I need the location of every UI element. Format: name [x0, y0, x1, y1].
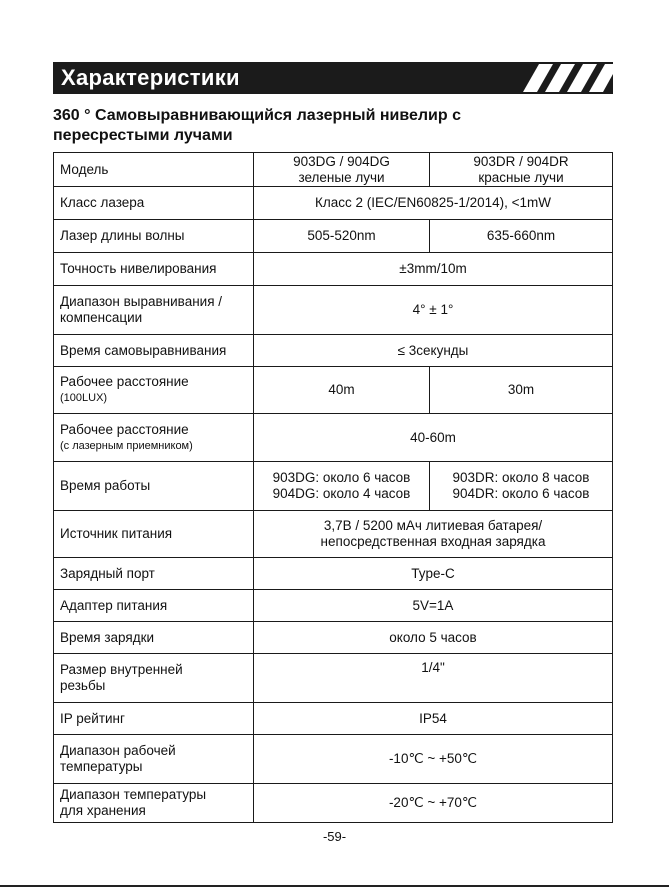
row-label-working-time: Время работы: [54, 462, 254, 511]
row-label-self-leveling-time: Время самовыравнивания: [54, 335, 254, 367]
table-row: [54, 220, 613, 253]
table-row: [54, 414, 613, 462]
table-row: [54, 654, 613, 703]
table-row: [54, 286, 613, 335]
working-distance-receiver-note: (с лазерным приемником): [60, 439, 193, 452]
table-row: [54, 153, 613, 187]
working-time-red-cell: [430, 462, 613, 511]
thread-size-value: 1/4": [254, 654, 613, 703]
table-row: [54, 590, 613, 622]
row-label-working-distance-receiver: [54, 414, 254, 462]
compensation-label-line2: компенсации: [60, 310, 143, 325]
row-label-accuracy: Точность нивелирования: [54, 253, 254, 286]
model-red-cell: [430, 153, 613, 187]
wavelength-red-value: 635-660nm: [430, 220, 613, 253]
table-row: [54, 367, 613, 414]
storage-temp-value: -20℃ ~ +70℃: [254, 784, 613, 823]
row-label-ip-rating: IP рейтинг: [54, 703, 254, 735]
product-title: [53, 106, 613, 146]
table-row: [54, 511, 613, 558]
row-label-operating-temp: [54, 735, 254, 784]
model-green-name: 903DG / 904DG: [293, 153, 390, 169]
table-row: [54, 335, 613, 367]
row-label-working-distance: [54, 367, 254, 414]
row-label-compensation: [54, 286, 254, 335]
row-label-power-adapter: Адаптер питания: [54, 590, 254, 622]
working-time-904dg: 904DG: около 4 часов: [272, 486, 411, 501]
product-title-line1: 360 ° Самовыравнивающийся лазерный нивелир с: [53, 107, 461, 124]
thread-size-label-line1: Размер внутренней: [60, 662, 183, 677]
wavelength-green-value: 505-520nm: [254, 220, 430, 253]
row-label-storage-temp: [54, 784, 254, 823]
storage-temp-label-line1: Диапазон температуры: [60, 787, 207, 802]
specifications-table: [53, 152, 613, 823]
accuracy-value: ±3mm/10m: [254, 253, 613, 286]
working-time-903dg: 903DG: около 6 часов: [272, 470, 411, 485]
working-distance-receiver-label: Рабочее расстояние: [60, 421, 189, 437]
row-label-wavelength: Лазер длины волны: [54, 220, 254, 253]
working-time-green-cell: [254, 462, 430, 511]
model-green-cell: [254, 153, 430, 187]
row-label-thread-size: [54, 654, 254, 703]
table-row: [54, 558, 613, 590]
section-header-banner: [53, 62, 613, 94]
model-red-beam: красные лучи: [478, 169, 564, 185]
charging-time-value: около 5 часов: [254, 622, 613, 654]
model-green-beam: зеленые лучи: [298, 169, 385, 185]
product-title-line2: пересрестыми лучами: [53, 127, 233, 144]
table-row: [54, 735, 613, 784]
compensation-value: 4° ± 1°: [254, 286, 613, 335]
table-row: [54, 187, 613, 220]
power-adapter-value: 5V=1A: [254, 590, 613, 622]
ip-rating-value: IP54: [254, 703, 613, 735]
thread-size-label-line2: резьбы: [60, 678, 106, 693]
working-time-903dr: 903DR: около 8 часов: [452, 470, 590, 485]
row-label-charging-port: Зарядный порт: [54, 558, 254, 590]
row-label-model: Модель: [54, 153, 254, 187]
working-distance-label: Рабочее расстояние: [60, 374, 189, 389]
power-source-line1: 3,7В / 5200 мАч литиевая батарея/: [323, 518, 543, 533]
table-row: [54, 462, 613, 511]
row-label-laser-class: Класс лазера: [54, 187, 254, 220]
power-source-line2: непосредственная входная зарядка: [320, 534, 546, 549]
bottom-divider: [0, 885, 669, 887]
working-distance-receiver-value: 40-60m: [254, 414, 613, 462]
working-time-904dr: 904DR: около 6 часов: [452, 486, 590, 501]
working-distance-note: (100LUX): [60, 392, 108, 404]
charging-port-value: Type-C: [254, 558, 613, 590]
working-distance-green-value: 40m: [254, 367, 430, 414]
page-number: -59-: [322, 829, 347, 844]
decorative-stripes-icon: [503, 62, 613, 94]
row-label-power-source: Источник питания: [54, 511, 254, 558]
storage-temp-label-line2: для хранения: [60, 803, 146, 818]
section-title: Характеристики: [61, 65, 240, 90]
operating-temp-label-line1: Диапазон рабочей: [60, 743, 176, 758]
operating-temp-label-line2: температуры: [60, 759, 143, 774]
table-row: [54, 703, 613, 735]
working-distance-red-value: 30m: [430, 367, 613, 414]
table-row: [54, 622, 613, 654]
operating-temp-value: -10℃ ~ +50℃: [254, 735, 613, 784]
power-source-cell: [254, 511, 613, 558]
row-label-charging-time: Время зарядки: [54, 622, 254, 654]
table-row: [54, 784, 613, 823]
model-red-name: 903DR / 904DR: [473, 153, 569, 169]
compensation-label-line1: Диапазон выравнивания /: [60, 294, 223, 309]
self-leveling-time-value: ≤ 3секунды: [254, 335, 613, 367]
laser-class-value: Класс 2 (IEC/EN60825-1/2014), <1mW: [254, 187, 613, 220]
table-row: [54, 253, 613, 286]
